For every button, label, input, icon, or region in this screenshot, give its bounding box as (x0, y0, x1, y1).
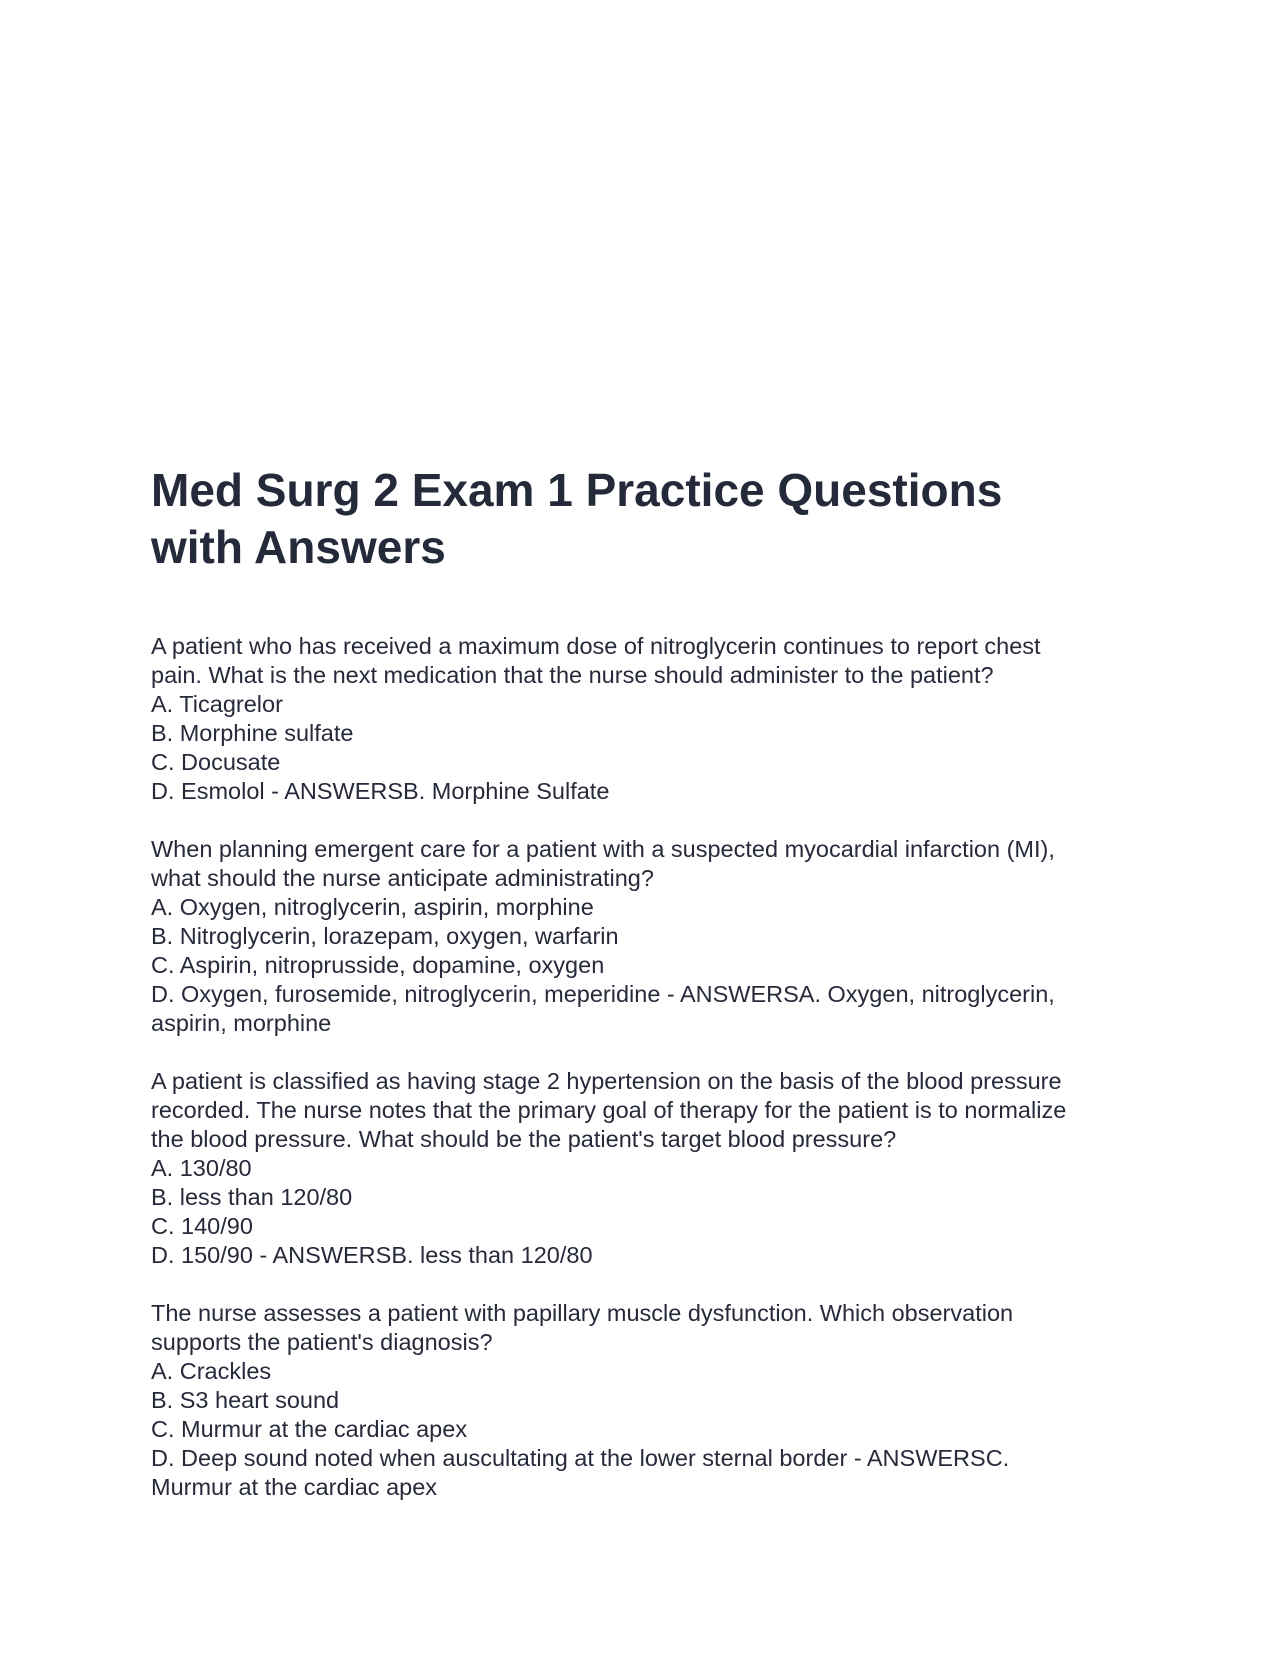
question-stem (151, 835, 1141, 893)
answer-option: B. S3 heart sound (151, 1387, 340, 1413)
answer-option: aspirin, morphine (151, 1010, 332, 1036)
answer-option: D. Esmolol - ANSWERSB. Morphine Sulfate (151, 778, 610, 804)
stem-line: the blood pressure. What should be the patient's target blood pressure? (151, 1126, 897, 1152)
stem-line: The nurse assesses a patient with papillary muscle dysfunction. Which observation (151, 1300, 1014, 1326)
answer-option: D. Oxygen, furosemide, nitroglycerin, meperidine - ANSWERSA. Oxygen, nitroglycerin, (151, 981, 1055, 1007)
answer-option: D. 150/90 - ANSWERSB. less than 120/80 (151, 1242, 593, 1268)
answer-option: D. Deep sound noted when auscultating at the lower sternal border - ANSWERSC. (151, 1445, 1010, 1471)
answer-option: B. Nitroglycerin, lorazepam, oxygen, warfarin (151, 923, 619, 949)
answer-option: C. Docusate (151, 749, 281, 775)
title-line: with Answers (151, 521, 446, 573)
question-stem (151, 1067, 1141, 1154)
answer-option: A. Crackles (151, 1358, 272, 1384)
stem-line: recorded. The nurse notes that the primary goal of therapy for the patient is to normalize (151, 1097, 1067, 1123)
answer-option: C. 140/90 (151, 1213, 253, 1239)
stem-line: what should the nurse anticipate administrating? (151, 865, 654, 891)
stem-line: supports the patient's diagnosis? (151, 1329, 493, 1355)
question-item (151, 835, 1141, 1038)
question-stem (151, 632, 1141, 690)
title-line: Med Surg 2 Exam 1 Practice Questions (151, 464, 1003, 516)
answer-option: C. Murmur at the cardiac apex (151, 1416, 468, 1442)
answer-option: C. Aspirin, nitroprusside, dopamine, oxygen (151, 952, 605, 978)
question-item (151, 1299, 1141, 1502)
question-stem (151, 1299, 1141, 1357)
answer-option: A. Oxygen, nitroglycerin, aspirin, morphine (151, 894, 594, 920)
stem-line: When planning emergent care for a patient with a suspected myocardial infarction (MI), (151, 836, 1055, 862)
question-item (151, 1067, 1141, 1270)
question-list (151, 632, 1141, 1502)
answer-option: A. Ticagrelor (151, 691, 283, 717)
answer-option: A. 130/80 (151, 1155, 252, 1181)
answer-option: Murmur at the cardiac apex (151, 1474, 438, 1500)
document-page (151, 462, 1141, 1531)
stem-line: A patient is classified as having stage 2 hypertension on the basis of the blood pressure (151, 1068, 1062, 1094)
stem-line: A patient who has received a maximum dose of nitroglycerin continues to report chest (151, 633, 1041, 659)
document-title (151, 462, 1141, 576)
question-item (151, 632, 1141, 806)
answer-option: B. Morphine sulfate (151, 720, 354, 746)
answer-option: B. less than 120/80 (151, 1184, 353, 1210)
stem-line: pain. What is the next medication that the nurse should administer to the patient? (151, 662, 994, 688)
